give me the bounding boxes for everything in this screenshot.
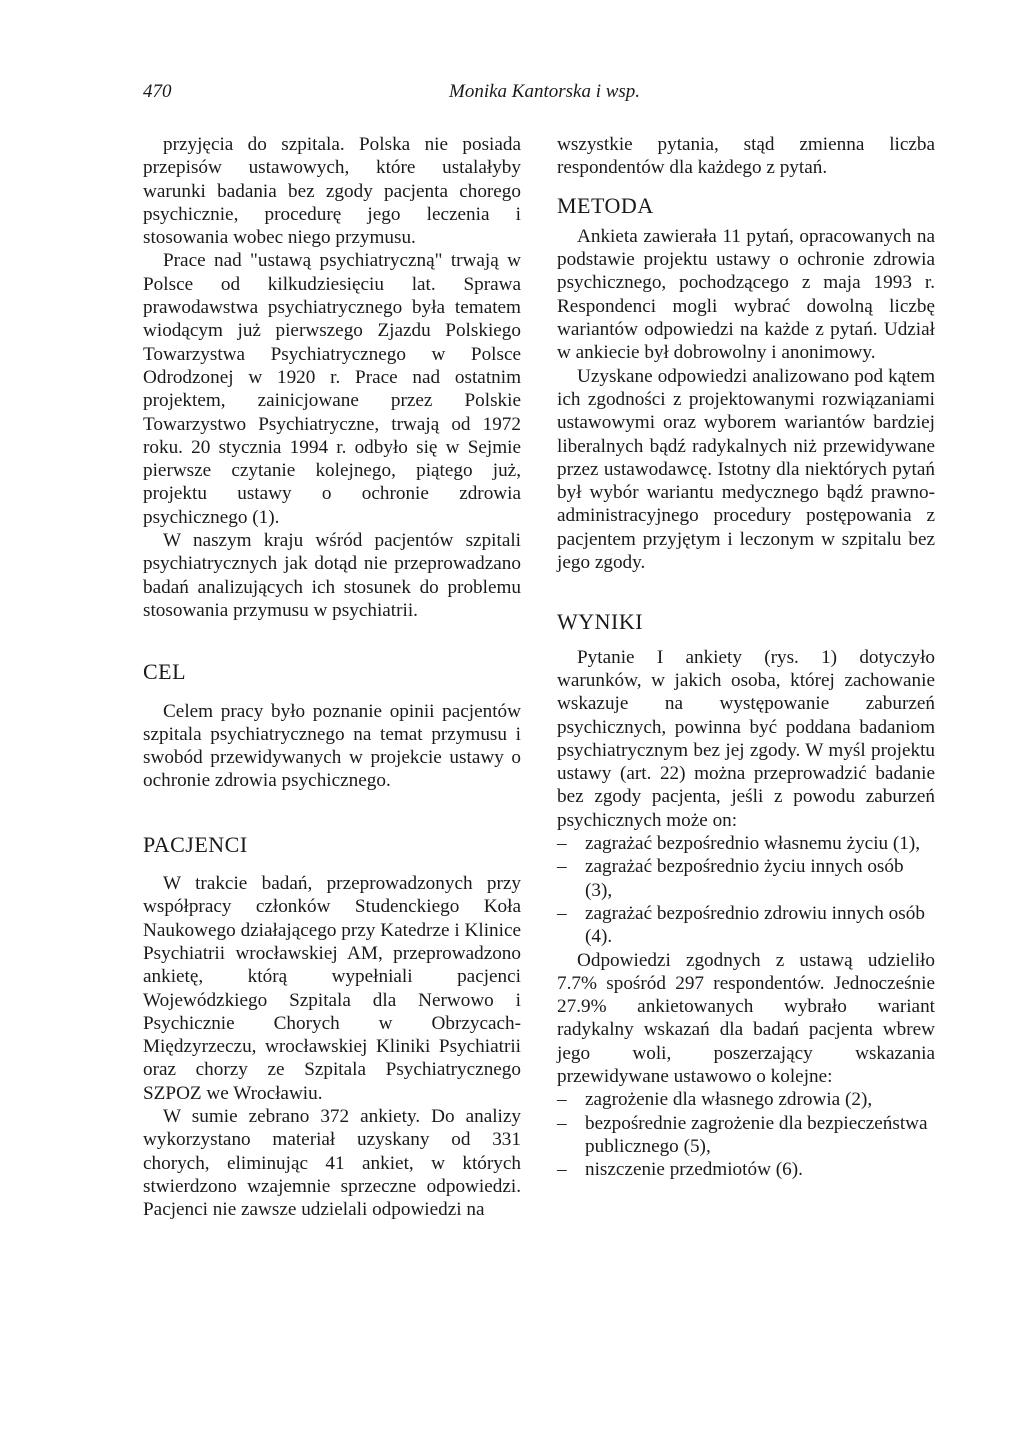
running-head xyxy=(143,80,903,104)
paragraph: W sumie zebrano 372 ankiety. Do analizy wykorzystano materiał uzyskany od 331 chorych, eliminując 41 ankiet, w których stwierdzono wzajemnie sprzeczne odpowiedzi. Pacjenci nie zawsze udzielali odpowiedzi na xyxy=(143,1105,521,1221)
list-item: – niszczenie przedmiotów (6). xyxy=(557,1158,935,1181)
right-column xyxy=(557,133,935,1181)
list-item: – bezpośrednie zagrożenie dla bezpieczeństwa publicznego (5), xyxy=(557,1112,935,1159)
list-item: – zagrożenie dla własnego zdrowia (2), xyxy=(557,1088,935,1111)
paragraph: przyjęcia do szpitala. Polska nie posiada przepisów ustawowych, które ustalałyby warunki badania bez zgody pacjenta chorego psychicznie, procedurę jego leczenia i stosowania wobec niego przymusu. xyxy=(143,134,521,249)
section-heading-cel: CEL xyxy=(143,659,187,685)
list-item: – zagrażać bezpośrednio życiu innych osób (3), xyxy=(557,855,935,902)
paragraph: Celem pracy było poznanie opinii pacjentów szpitala psychiatrycznego na temat przymusu i swobód przewidywanych w projekcie ustawy o ochronie zdrowia psychicznego. xyxy=(143,700,521,792)
section-heading-wyniki: WYNIKI xyxy=(557,609,644,635)
list-item: – zagrażać bezpośrednio własnemu życiu (1), xyxy=(557,832,935,855)
paragraph: Ankieta zawierała 11 pytań, opracowanych na podstawie projektu ustawy o ochronie zdrowia psychicznego, pochodzącego z maja 1993 r. Respondenci mogli wybrać dowolną liczbę wariantów odpowiedzi na każde z pytań. Udział w ankiecie był dobrowolny i anonimowy. xyxy=(557,225,935,364)
paragraph: Uzyskane odpowiedzi analizowano pod kątem ich zgodności z projektowanymi rozwiązaniami ustawowymi oraz wyborem wariantów bardziej liberalnych bądź radykalnych niż przewidywane przez ustawodawcę. Istotny dla niektórych pytań był wybór wariantu medycznego bądź prawno-administracyjnego procedury postępowania z pacjentem przyjętym i leczonym w szpitalu bez jego zgody. xyxy=(557,365,935,574)
left-column xyxy=(143,133,521,1221)
section-heading-pacjenci: PACJENCI xyxy=(143,831,248,857)
paragraph: W naszym kraju wśród pacjentów szpitali psychiatrycznych jak dotąd nie przeprowadzano badań analizujących ich stosunek do problemu stosowania przymusu w psychiatrii. xyxy=(143,530,521,621)
paragraph: Odpowiedzi zgodnych z ustawą udzieliło 7.7% spośród 297 respondentów. Jednocześnie 27.9% ankietowanych wybrało wariant radykalny wskazań dla badań pacjenta wbrew jego woli, poszerzający wskazania przewidywane ustawowo o kolejne: xyxy=(557,949,935,1087)
paragraph: Prace nad "ustawą psychiatryczną" trwają w Polsce od kilkudziesięciu lat. Sprawa prawodawstwa psychiatrycznego była tematem wiodącym już pierwszego Zjazdu Polskiego Towarzystwa Psychiatrycznego w Polsce Odrodzonej w 1920 r. Prace nad ostatnim projektem, zainicjowane przez Polskie Towarzystwo Psychiatryczne, trwają od 1972 roku. 20 stycznia 1994 r. odbyło się w Sejmie pierwsze czytanie kolejnego, piątego już, projektu ustawy o ochronie zdrowia psychicznego (1). xyxy=(143,250,521,528)
list-item: – zagrażać bezpośrednio zdrowiu innych osób (4). xyxy=(557,902,935,949)
section-heading-metoda: METODA xyxy=(557,192,654,218)
paragraph: W trakcie badań, przeprowadzonych przy współpracy członków Studenckiego Koła Naukowego działającego przy Katedrze i Klinice Psychiatrii wrocławskiej AM, przeprowadzono ankietę, którą wypełniali pacjenci Wojewódzkiego Szpitala dla Nerwowo i Psychicznie Chorych w Obrzycach-Międzyrzeczu, wrocławskiej Kliniki Psychiatrii oraz chorzy ze Szpitala Psychiatrycznego SZPOZ we Wrocławiu. xyxy=(143,873,521,1104)
running-head-authors: Monika Kantorska i wsp. xyxy=(449,81,641,102)
criteria-list-radical xyxy=(557,1088,935,1181)
criteria-list-legal xyxy=(557,832,935,948)
page-number: 470 xyxy=(143,81,172,102)
paragraph: wszystkie pytania, stąd zmienna liczba respondentów dla każdego z pytań. xyxy=(557,134,935,179)
paragraph: Pytanie I ankiety (rys. 1) dotyczyło warunków, w jakich osoba, której zachowanie wskazuje na występowanie zaburzeń psychicznych, powinna być poddana badaniom psychiatrycznym bez jej zgody. W myśl projektu ustawy (art. 22) można przeprowadzić badanie bez zgody pacjenta, jeśli z powodu zaburzeń psychicznych może on: xyxy=(557,646,935,831)
